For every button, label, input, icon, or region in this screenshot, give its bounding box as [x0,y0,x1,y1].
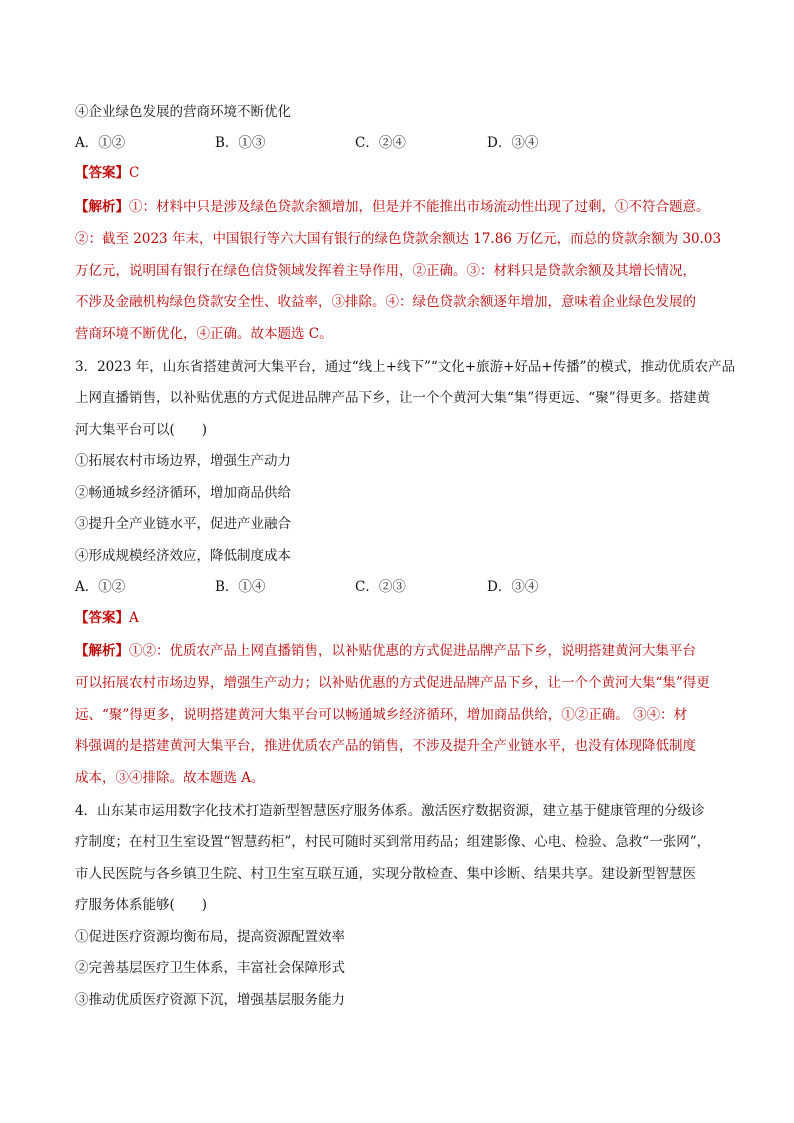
q2-option-4: ④企业绿色发展的营商环境不断优化 [75,104,291,120]
q2-analysis-line: 万亿元，说明国有银行在绿色信贷领域发挥着主导作用，②正确。③：材料只是贷款余额及其增长情况， [75,263,696,279]
answer-value: C [129,165,140,181]
q3-answer [75,608,725,628]
q2-analysis-line: 不涉及金融机构绿色贷款安全性、收益率，③排除。④：绿色贷款余额逐年增加，意味着企业绿色发展的 [75,294,696,310]
q4-stem-line: 疗服务体系能够( ) [75,897,208,913]
analysis-tag: 【解析】 [75,199,129,215]
q3-analysis-line [75,641,725,661]
q4-option: ③推动优质医疗资源下沉，增强基层服务能力 [75,992,345,1008]
q2-choice-c: C．②④ [355,135,406,151]
analysis-text: ①：材料中只是涉及绿色贷款余额增加，但是并不能推出市场流动性出现了过剩，①不符合题意。 [129,199,710,215]
q4-stem-line: 市人民医院与各乡镇卫生院、村卫生室互联互通，实现分散检查、集中诊断、结果共享。建设新型智慧医 [75,866,696,882]
q3-analysis-line: 远、“聚”得更多，说明搭建黄河大集平台可以畅通城乡经济循环，增加商品供给，①②正确。 ③④：材 [75,707,688,723]
q2-choice-d: D．③④ [487,135,539,151]
answer-value: A [129,610,139,626]
q3-analysis-line: 成本，③④排除。故本题选 A。 [75,770,265,786]
q3-option: ④形成规模经济效应，降低制度成本 [75,548,291,564]
q4-stem-line: 4．山东某市运用数字化技术打造新型智慧医疗服务体系。激活医疗数据资源，建立基于健康管理的分级诊 [75,803,705,819]
q3-choice-c: C．②③ [355,579,406,595]
answer-tag: 【答案】 [75,165,129,181]
q3-analysis-line: 可以拓展农村市场边界，增强生产动力；以补贴优惠的方式促进品牌产品下乡，让一个个黄河大集“集”得更 [75,675,710,691]
q3-analysis-line: 料强调的是搭建黄河大集平台，推进优质农产品的销售，不涉及提升全产业链水平，也没有体现降低制度 [75,738,696,754]
q4-option: ①促进医疗资源均衡布局，提高资源配置效率 [75,929,345,945]
q2-choice-a: A．①② [75,135,126,151]
q3-option: ③提升全产业链水平，促进产业融合 [75,516,291,532]
q3-option: ①拓展农村市场边界，增强生产动力 [75,453,291,469]
answer-tag: 【答案】 [75,610,129,626]
q3-option: ②畅通城乡经济循环，增加商品供给 [75,485,291,501]
q2-analysis-line: ②：截至 2023 年末，中国银行等六大国有银行的绿色贷款余额达 17.86 万亿元，而总的贷款余额为 30.03 [75,231,722,247]
analysis-text: ①②：优质农产品上网直播销售，以补贴优惠的方式促进品牌产品下乡，说明搭建黄河大集平台 [129,643,696,659]
q2-analysis-line: 营商环境不断优化，④正确。故本题选 C。 [75,326,333,342]
q3-stem-line: 河大集平台可以( ) [75,422,208,438]
q3-stem-line: 上网直播销售，以补贴优惠的方式促进品牌产品下乡，让一个个黄河大集“集”得更远、“聚”得更多。搭建黄 [75,390,711,406]
q2-choice-b: B．①③ [215,135,266,151]
q3-choice-d: D．③④ [487,579,539,595]
q4-option: ②完善基层医疗卫生体系，丰富社会保障形式 [75,960,345,976]
q3-choice-b: B．①④ [215,579,266,595]
q4-stem-line: 疗制度；在村卫生室设置“智慧药柜”，村民可随时买到常用药品；组建影像、心电、检验、急救“一张网”， [75,834,711,850]
q3-choice-a: A．①② [75,579,126,595]
analysis-tag: 【解析】 [75,643,129,659]
q2-answer [75,163,725,183]
q3-stem-line: 3．2023 年，山东省搭建黄河大集平台，通过“线上+线下”“文化+旅游+好品+传播”的模式，推动优质农产品 [75,359,736,375]
q2-analysis-line [75,197,725,217]
